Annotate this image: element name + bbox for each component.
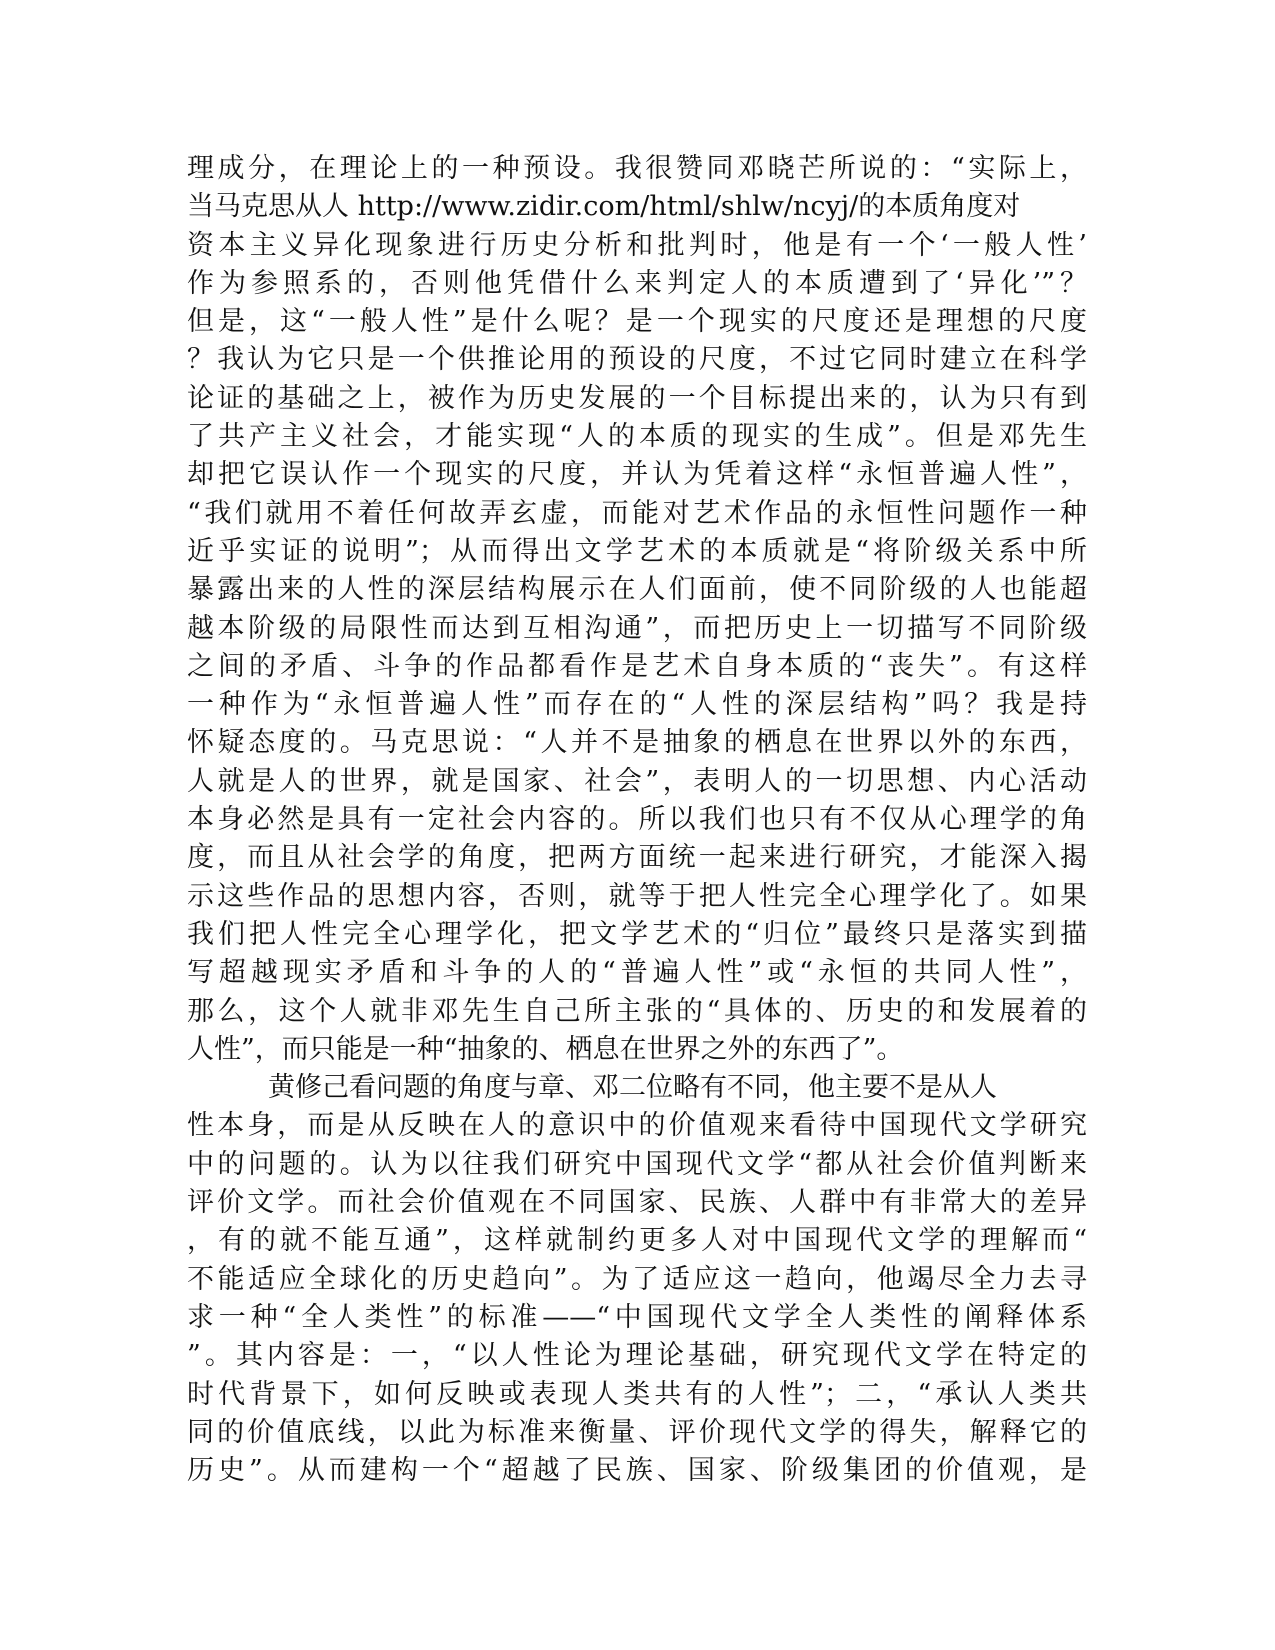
text-line: 那么，这个人就非邓先生自己所主张的“具体的、历史的和发展着的 xyxy=(187,995,1087,1027)
text-line: 同的价值底线，以此为标准来衡量、评价现代文学的得失，解释它的 xyxy=(187,1416,1087,1448)
body-text xyxy=(187,150,1087,1490)
text-line: ，有的就不能互通”，这样就制约更多人对中国现代文学的理解而“ xyxy=(187,1225,1087,1257)
text-line: “我们就用不着任何故弄玄虚，而能对艺术作品的永恒性问题作一种 xyxy=(187,497,1087,529)
text-line: 之间的矛盾、斗争的作品都看作是艺术自身本质的“丧失”。有这样 xyxy=(187,650,1087,682)
text-line: 怀疑态度的。马克思说：“人并不是抽象的栖息在世界以外的东西， xyxy=(187,727,1087,759)
text-line: 人就是人的世界，就是国家、社会”，表明人的一切思想、内心活动 xyxy=(187,765,1087,797)
text-line: 求一种“全人类性”的标准——“中国现代文学全人类性的阐释体系 xyxy=(187,1301,1087,1333)
text-line: 一种作为“永恒普遍人性”而存在的“人性的深层结构”吗？我是持 xyxy=(187,689,1087,721)
text-line: 不能适应全球化的历史趋向”。为了适应这一趋向，他竭尽全力去寻 xyxy=(187,1263,1087,1295)
text-line: 我们把人性完全心理学化，把文学艺术的“归位”最终只是落实到描 xyxy=(187,918,1087,950)
text-line: ？我认为它只是一个供推论用的预设的尺度，不过它同时建立在科学 xyxy=(187,344,1087,376)
text-line: 示这些作品的思想内容，否则，就等于把人性完全心理学化了。如果 xyxy=(187,880,1087,912)
text-line: 评价文学。而社会价值观在不同国家、民族、人群中有非常大的差异 xyxy=(187,1187,1087,1219)
paragraph-first-line: 黄修己看问题的角度与章、邓二位略有不同，他主要不是从人 xyxy=(268,1072,997,1104)
text-line: 暴露出来的人性的深层结构展示在人们面前，使不同阶级的人也能超 xyxy=(187,574,1087,606)
text-line: 本身必然是具有一定社会内容的。所以我们也只有不仅从心理学的角 xyxy=(187,804,1087,836)
text-line: ”。其内容是：一，“以人性论为理论基础，研究现代文学在特定的 xyxy=(187,1340,1087,1372)
text-line: 论证的基础之上，被作为历史发展的一个目标提出来的，认为只有到 xyxy=(187,382,1087,414)
text-line: 度，而且从社会学的角度，把两方面统一起来进行研究，才能深入揭 xyxy=(187,842,1087,874)
text-line: 中的问题的。认为以往我们研究中国现代文学“都从社会价值判断来 xyxy=(187,1148,1087,1180)
text-line: 作为参照系的，否则他凭借什么来判定人的本质遭到了‘异化’”？ xyxy=(187,267,1087,299)
text-line: 当马克思从人 http://www.zidir.com/html/shlw/ncyj/的本质角度对 xyxy=(187,191,1021,223)
text-line: 越本阶级的局限性而达到互相沟通”，而把历史上一切描写不同阶级 xyxy=(187,612,1087,644)
text-line: 历史”。从而建构一个“超越了民族、国家、阶级集团的价值观，是 xyxy=(187,1455,1087,1487)
text-line: 性本身，而是从反映在人的意识中的价值观来看待中国现代文学研究 xyxy=(187,1110,1087,1142)
text-line: 却把它误认作一个现实的尺度，并认为凭着这样“永恒普遍人性”， xyxy=(187,459,1087,491)
text-line: 写超越现实矛盾和斗争的人的“普遍人性”或“永恒的共同人性”， xyxy=(187,957,1087,989)
text-line: 理成分，在理论上的一种预设。我很赞同邓晓芒所说的：“实际上， xyxy=(187,153,1087,184)
text-line: 了共产主义社会，才能实现“人的本质的现实的生成”。但是邓先生 xyxy=(187,421,1087,453)
text-line: 资本主义异化现象进行历史分析和批判时，他是有一个‘一般人性’ xyxy=(187,229,1087,261)
text-line: 时代背景下，如何反映或表现人类共有的人性”；二，“承认人类共 xyxy=(187,1378,1087,1410)
text-line: 人性”，而只能是一种“抽象的、栖息在世界之外的东西了”。 xyxy=(187,1033,904,1065)
text-line: 但是，这“一般人性”是什么呢？是一个现实的尺度还是理想的尺度 xyxy=(187,306,1087,338)
text-line: 近乎实证的说明”；从而得出文学艺术的本质就是“将阶级关系中所 xyxy=(187,535,1087,567)
